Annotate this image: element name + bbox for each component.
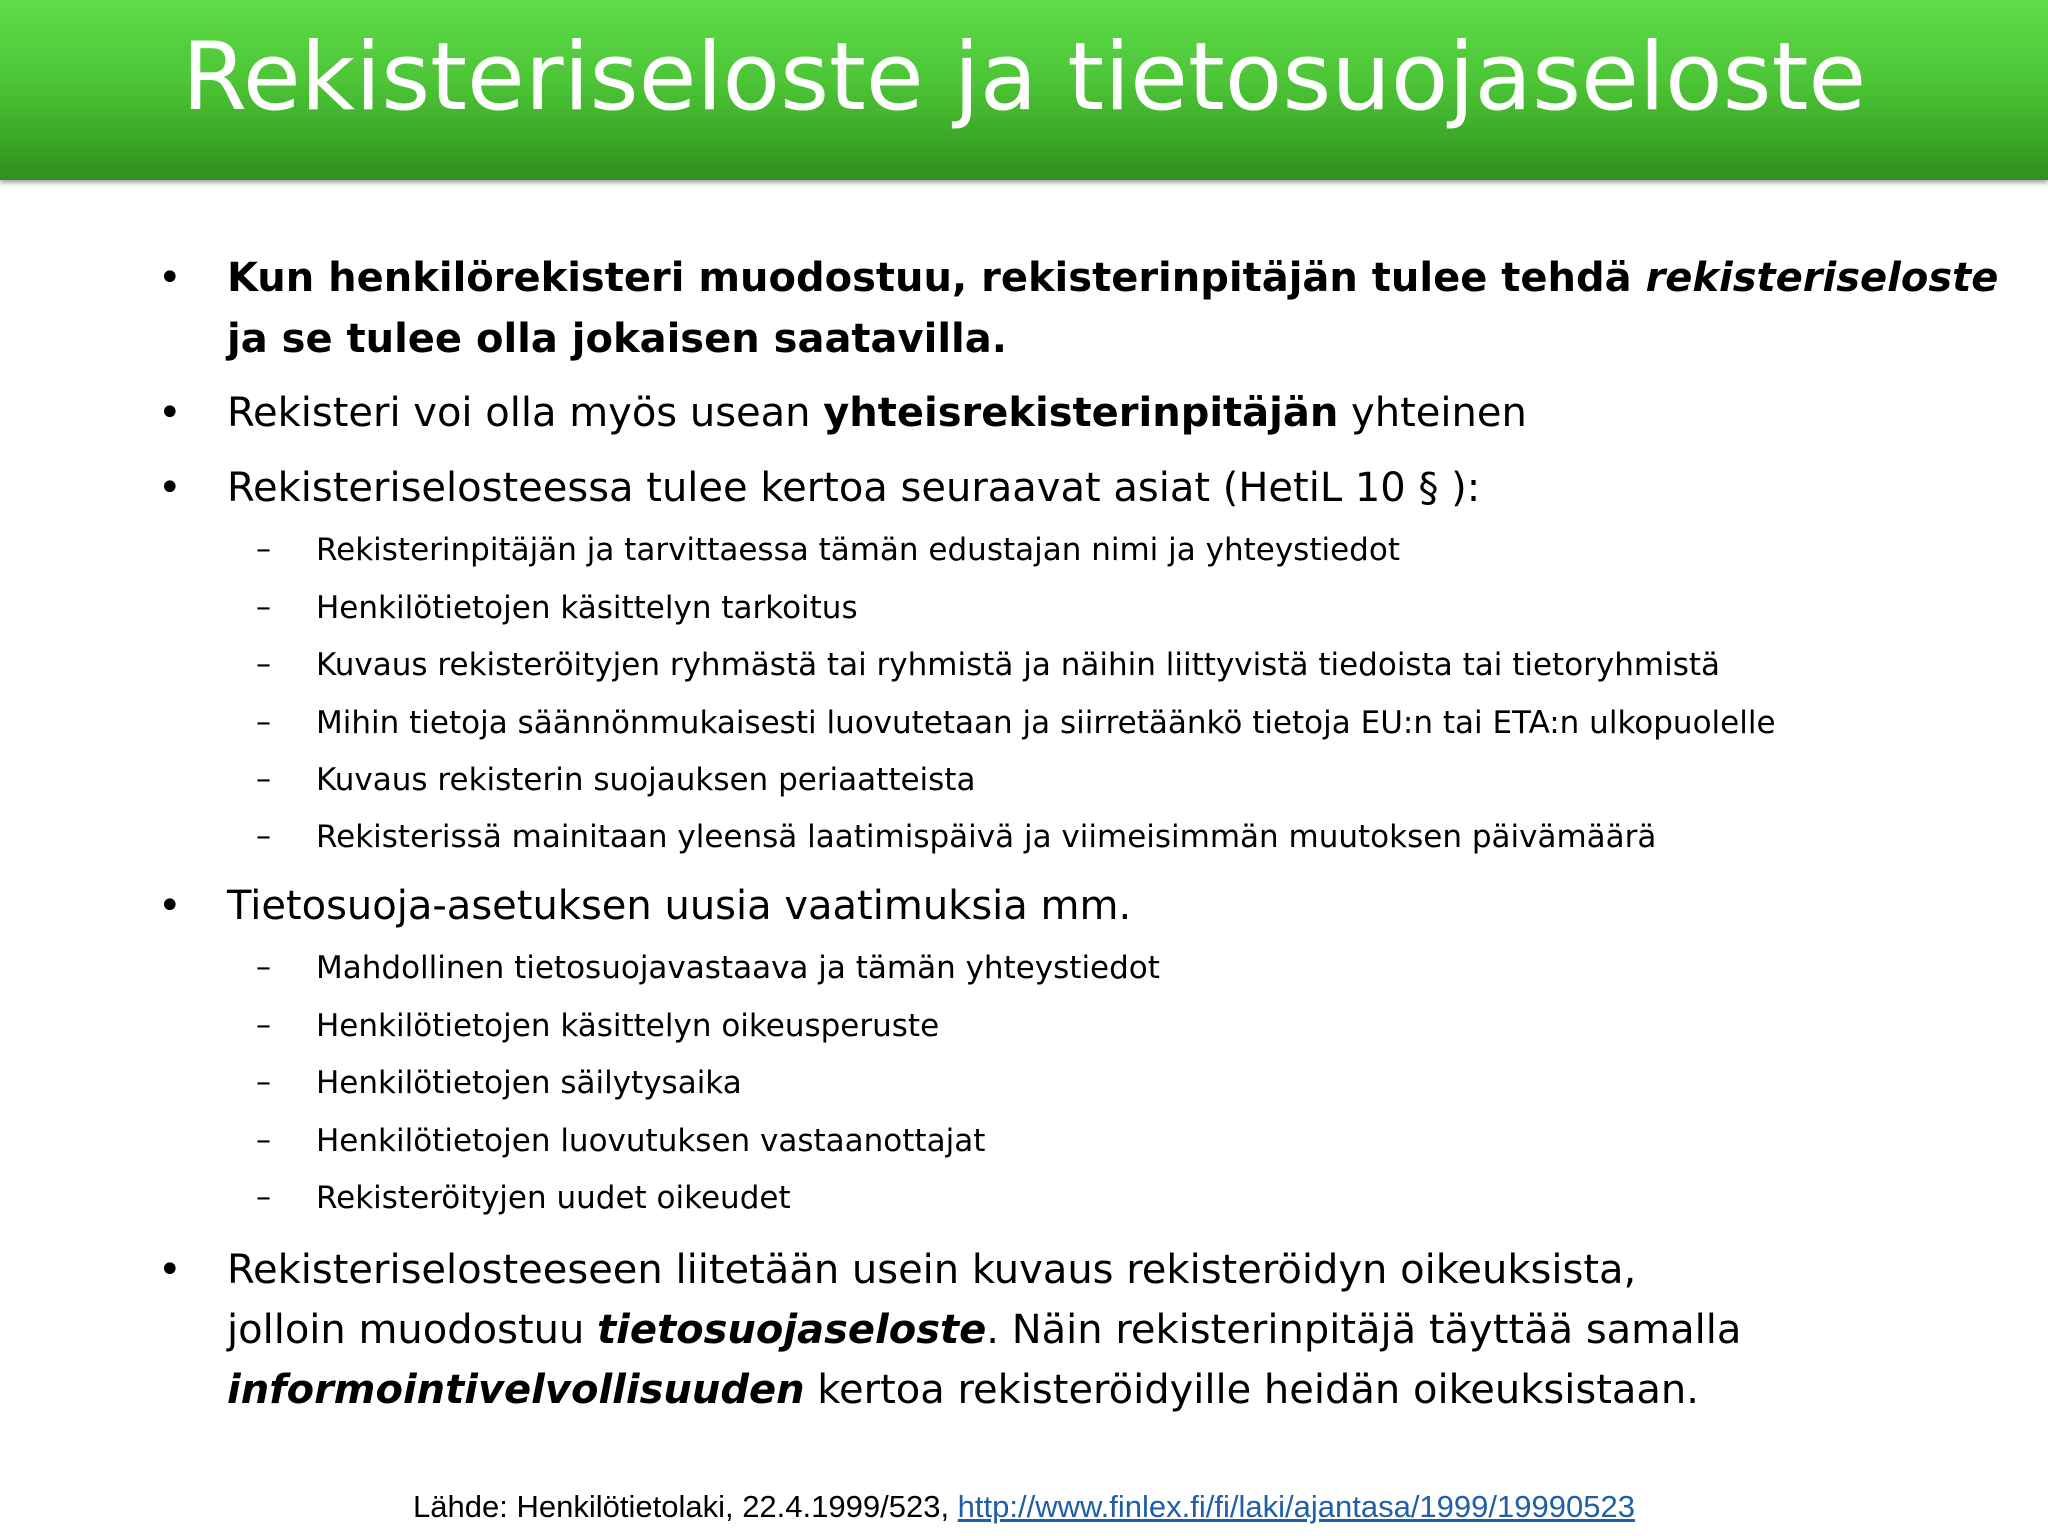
dash-marker: – (256, 1008, 271, 1043)
bullet-5-line-2 (227, 1300, 1741, 1360)
bullet-marker: • (158, 1247, 182, 1293)
dash-marker: – (256, 819, 271, 854)
sub-item: Henkilötietojen käsittelyn oikeusperuste (316, 1008, 940, 1044)
bullet-marker: • (158, 883, 182, 929)
dash-marker: – (256, 532, 271, 567)
slide-title: Rekisteriseloste ja tietosuojaseloste (181, 23, 1867, 132)
bullet-marker: • (158, 255, 182, 301)
bullet-2-line (227, 383, 1527, 443)
bullet-5-text-3: kertoa rekisteröidyille heidän oikeuksistaan. (804, 1367, 1699, 1413)
dash-marker: – (256, 705, 271, 740)
sub-item: Henkilötietojen käsittelyn tarkoitus (316, 590, 858, 626)
source-link[interactable]: http://www.finlex.fi/fi/laki/ajantasa/1999/19990523 (957, 1489, 1635, 1524)
bullet-5-emphasis-2: informointivelvollisuuden (227, 1367, 805, 1413)
bullet-3-line: Rekisteriselosteessa tulee kertoa seuraavat asiat (HetiL 10 § ): (227, 465, 1481, 511)
bullet-1-emphasis: rekisteriseloste (1645, 255, 1999, 301)
bullet-marker: • (158, 390, 182, 436)
sub-item: Rekisterinpitäjän ja tarvittaessa tämän edustajan nimi ja yhteystiedot (316, 532, 1400, 568)
dash-marker: – (256, 1180, 271, 1215)
dash-marker: – (256, 762, 271, 797)
bullet-1-line-1 (227, 248, 1998, 308)
bullet-5-text-end: . Näin rekisterinpitäjä täyttää samalla (986, 1307, 1742, 1353)
dash-marker: – (256, 647, 271, 682)
bullet-2-emphasis: yhteisrekisterinpitäjän (823, 390, 1339, 436)
sub-item: Rekisterissä mainitaan yleensä laatimispäivä ja viimeisimmän muutoksen päivämäärä (316, 819, 1657, 855)
sub-item: Kuvaus rekisterin suojauksen periaatteista (316, 762, 976, 798)
dash-marker: – (256, 590, 271, 625)
dash-marker: – (256, 950, 271, 985)
sub-item: Mahdollinen tietosuojavastaava ja tämän yhteystiedot (316, 950, 1160, 986)
sub-item: Mihin tietoja säännönmukaisesti luovutetaan ja siirretäänkö tietoja EU:n tai ETA:n ulkopuolelle (316, 705, 1776, 741)
bullet-1-line-2: ja se tulee olla jokaisen saatavilla. (227, 316, 1007, 362)
dash-marker: – (256, 1123, 271, 1158)
dash-marker: – (256, 1065, 271, 1100)
source-citation (0, 1487, 2048, 1527)
bullet-2-text: Rekisteri voi olla myös usean (227, 390, 824, 436)
bullet-5-line-1: Rekisteriselosteeseen liitetään usein kuvaus rekisteröidyn oikeuksista, (227, 1247, 1637, 1293)
sub-item: Kuvaus rekisteröityjen ryhmästä tai ryhmistä ja näihin liittyvistä tiedoista tai tietoryhmistä (316, 647, 1721, 683)
bullet-1-text: Kun henkilörekisteri muodostuu, rekisterinpitäjän tulee tehdä (227, 255, 1646, 301)
bullet-4-line: Tietosuoja-asetuksen uusia vaatimuksia mm. (227, 883, 1132, 929)
bullet-5-emphasis: tietosuojaseloste (597, 1307, 987, 1353)
bullet-2-text-end: yhteinen (1338, 390, 1527, 436)
source-label: Lähde: Henkilötietolaki, 22.4.1999/523, (413, 1489, 958, 1524)
bullet-marker: • (158, 465, 182, 511)
sub-item: Henkilötietojen säilytysaika (316, 1065, 742, 1101)
sub-item: Rekisteröityjen uudet oikeudet (316, 1180, 791, 1216)
bullet-5-line-3 (227, 1360, 1699, 1420)
sub-item: Henkilötietojen luovutuksen vastaanottajat (316, 1123, 986, 1159)
bullet-5-text: jolloin muodostuu (227, 1307, 598, 1353)
